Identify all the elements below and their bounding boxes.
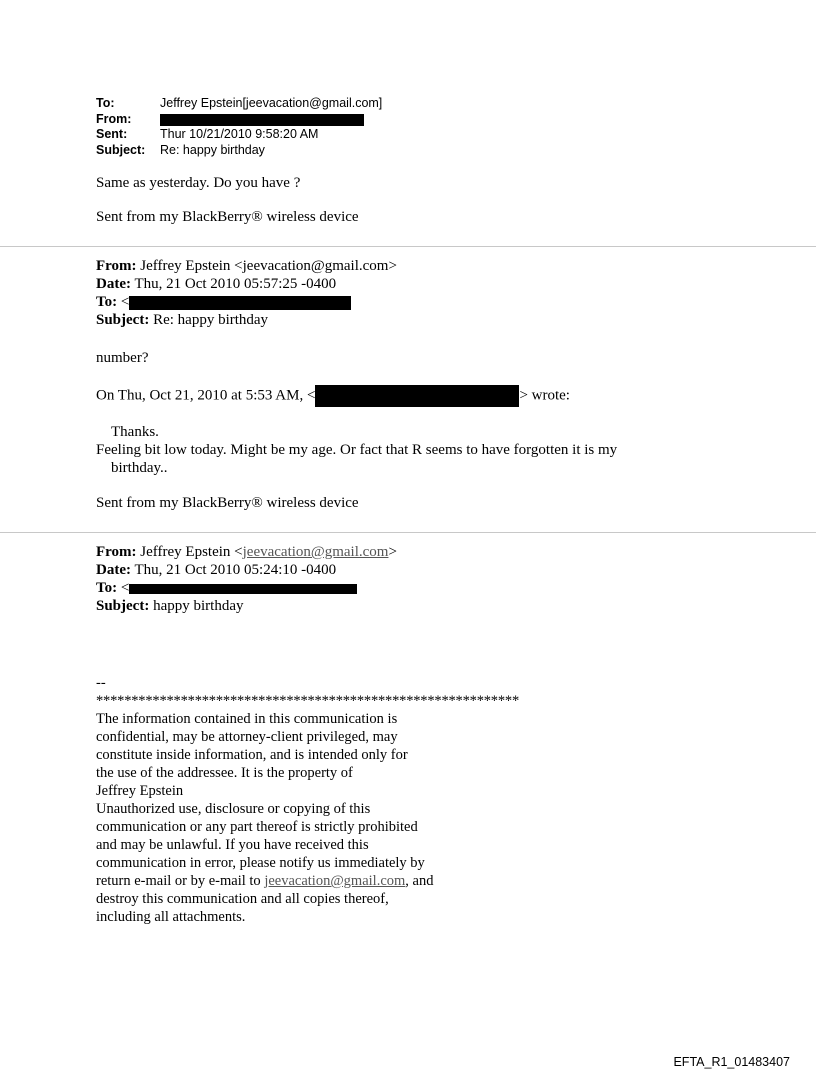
disclaimer-line: communication or any part thereof is strictly prohibited <box>96 819 418 835</box>
redaction-bar <box>160 114 364 126</box>
quote-line: Feeling bit low today. Might be my age. Or fact that R seems to have forgotten it is my <box>96 442 618 458</box>
disclaimer-line: the use of the addressee. It is the property of <box>96 765 353 781</box>
reply1-subject-row <box>96 311 397 329</box>
quote-line: Thanks. <box>111 424 159 440</box>
disclaimer-text: , and <box>405 873 434 889</box>
reply1-date-label: Date: <box>96 276 131 292</box>
reply2-date-value: Thu, 21 Oct 2010 05:24:10 -0400 <box>134 562 337 578</box>
reply2-from-suffix: > <box>388 544 397 560</box>
disclaimer-line <box>96 872 519 890</box>
disclaimer-line: including all attachments. <box>96 909 246 925</box>
reply2-subject-label: Subject: <box>96 598 150 614</box>
reply1-subject-value: Re: happy birthday <box>153 312 269 328</box>
top-email-header <box>96 96 382 158</box>
redaction-bar <box>129 584 357 594</box>
disclaimer-line: The information contained in this communication is <box>96 711 398 727</box>
subject-value: Re: happy birthday <box>160 142 265 157</box>
redaction-bar <box>129 296 351 310</box>
disclaimer-line: Jeffrey Epstein <box>96 783 184 799</box>
subject-label: Subject: <box>96 142 146 157</box>
reply2-to-row <box>96 579 397 597</box>
reply2-subject-row <box>96 597 397 615</box>
top-body-line: Same as yesterday. Do you have ? <box>96 175 301 191</box>
reply1-to-row <box>96 293 397 311</box>
reply1-from-value: Jeffrey Epstein <jeevacation@gmail.com> <box>140 258 397 274</box>
reply1-subject-label: Subject: <box>96 312 150 328</box>
email-link[interactable]: jeevacation@gmail.com <box>264 873 406 889</box>
from-label: From: <box>96 111 132 126</box>
reply2-to-prefix: < <box>120 580 130 596</box>
quote-intro-suffix: > wrote: <box>519 387 570 404</box>
to-value: Jeffrey Epstein[jeevacation@gmail.com] <box>160 96 383 110</box>
sent-row <box>96 127 382 143</box>
reply1-header <box>96 257 397 329</box>
redaction-bar <box>315 385 519 407</box>
reply1-from-label: From: <box>96 258 137 274</box>
to-label: To: <box>96 96 115 110</box>
reply1-to-prefix: < <box>120 294 130 310</box>
email-link[interactable]: jeevacation@gmail.com <box>242 544 389 560</box>
reply1-from-row <box>96 257 397 275</box>
subject-row <box>96 143 382 159</box>
disclaimer-line: and may be unlawful. If you have received this <box>96 837 369 853</box>
reply2-from-prefix: Jeffrey Epstein < <box>140 544 243 560</box>
reply1-date-value: Thu, 21 Oct 2010 05:57:25 -0400 <box>134 276 337 292</box>
reply1-date-row <box>96 275 397 293</box>
reply2-from-row <box>96 543 397 561</box>
quote-intro <box>96 385 570 407</box>
disclaimer-line: Unauthorized use, disclosure or copying of this <box>96 801 371 817</box>
disclaimer-line: communication in error, please notify us immediately by <box>96 855 425 871</box>
to-row <box>96 96 382 112</box>
reply2-header <box>96 543 397 615</box>
reply1-signature: Sent from my BlackBerry® wireless device <box>96 495 359 511</box>
quote-intro-prefix: On Thu, Oct 21, 2010 at 5:53 AM, < <box>96 387 316 404</box>
document-id: EFTA_R1_01483407 <box>673 1055 790 1069</box>
reply1-body: number? <box>96 350 149 366</box>
reply2-subject-value: happy birthday <box>153 598 244 614</box>
disclaimer-line: destroy this communication and all copies thereof, <box>96 891 389 907</box>
stars-divider: ************************************************************ <box>96 693 520 709</box>
disclaimer-line: constitute inside information, and is intended only for <box>96 747 408 763</box>
sent-value: Thur 10/21/2010 9:58:20 AM <box>160 127 319 142</box>
sent-label: Sent: <box>96 127 128 142</box>
disclaimer-text: return e-mail or by e-mail to <box>96 873 265 889</box>
quote-line: birthday.. <box>111 460 168 476</box>
reply2-to-label: To: <box>96 580 118 596</box>
reply2-date-label: Date: <box>96 562 131 578</box>
reply1-to-label: To: <box>96 294 118 310</box>
reply2-from-label: From: <box>96 544 137 560</box>
separator-rule <box>0 246 816 247</box>
disclaimer-line: confidential, may be attorney-client privileged, may <box>96 729 398 745</box>
from-row <box>96 112 382 128</box>
quoted-message <box>96 423 617 477</box>
reply2-date-row <box>96 561 397 579</box>
disclaimer <box>96 674 519 926</box>
top-signature: Sent from my BlackBerry® wireless device <box>96 209 359 225</box>
separator-rule <box>0 532 816 533</box>
signature-dashes: -- <box>96 675 106 691</box>
